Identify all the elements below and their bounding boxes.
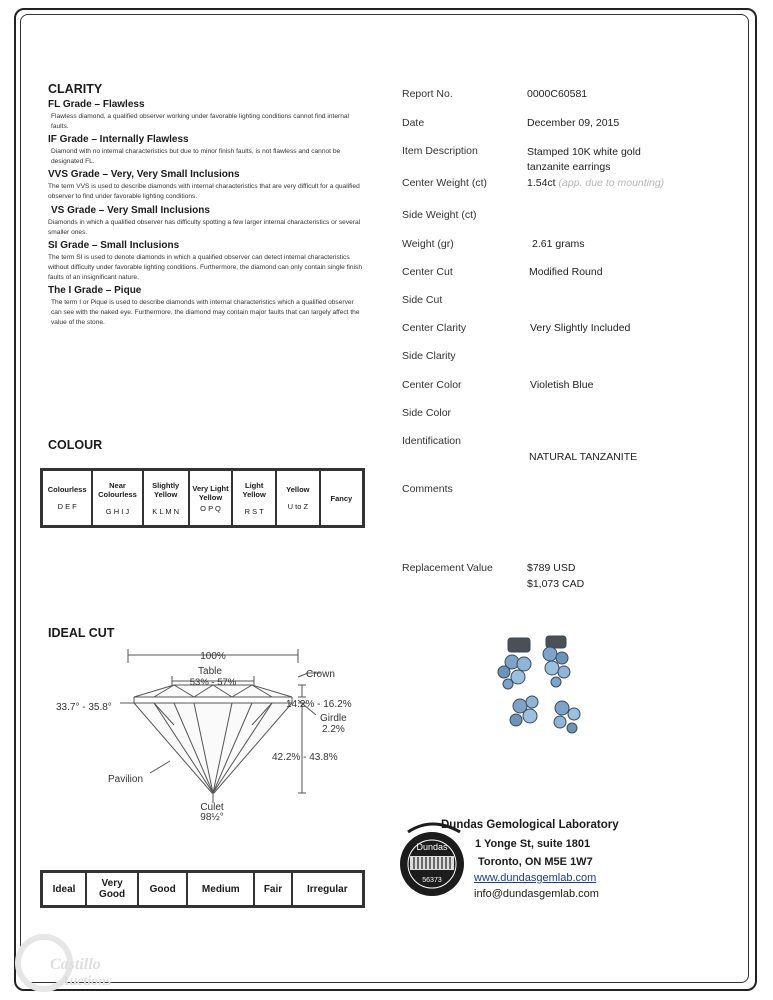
grade-description: The term VVS is used to describe diamonds with internal characteristics that are very difficult for a qualified observer to find under favorable lighting conditions. xyxy=(48,183,360,200)
pavilion-label: Pavilion xyxy=(108,774,144,785)
culet-label: Culet xyxy=(200,802,224,813)
colour-title: COLOUR xyxy=(48,438,103,452)
cut-grade-table xyxy=(40,870,365,908)
field-value: Very Slightly Included xyxy=(530,322,631,334)
lab-address-2: Toronto, ON M5E 1W7 xyxy=(478,856,593,868)
clarity-title: CLARITY xyxy=(48,82,103,96)
field-label: Side Color xyxy=(402,407,452,419)
grade-if xyxy=(48,134,366,167)
cut-grade-cell: Good xyxy=(138,872,187,906)
lab-name: Dundas Gemological Laboratory xyxy=(441,819,619,831)
grade-vs xyxy=(48,205,366,238)
cut-grade-cell: Medium xyxy=(187,872,254,906)
diamond-cut-diagram xyxy=(40,645,380,825)
field-label: Comments xyxy=(402,483,453,495)
field-label: Report No. xyxy=(402,88,453,100)
field-value: Violetish Blue xyxy=(530,379,594,391)
grade-description: Diamond with no internal characteristics but due to minor finish faults, is not flawless and cannot be designated FL. xyxy=(51,148,341,165)
colour-cell: Fancy xyxy=(320,470,363,526)
crown-height-label: 14.2% - 16.2% xyxy=(286,699,352,710)
colour-cell: Slightly Yellow K L M N xyxy=(143,470,189,526)
cut-grade-cell: Fair xyxy=(254,872,291,906)
grade-heading: VVS Grade – Very, Very Small Inclusions xyxy=(48,169,240,180)
grade-description: The term I or Pique is used to describe diamonds with internal characteristics which a qualified observer can see with the naked eye. Furthermore, the diamond may contain major faults that can largely affect the value of the stone. xyxy=(51,299,360,326)
ideal-cut-title: IDEAL CUT xyxy=(48,626,115,640)
grade-description: Flawless diamond, a qualified observer working under favorable lighting conditions cannot find internal faults. xyxy=(51,113,349,130)
grade-fl xyxy=(48,99,366,132)
grade-description: Diamonds in which a qualified observer has difficulty spotting a few larger internal characteristics or several smaller ones. xyxy=(48,219,361,236)
field-label: Replacement Value xyxy=(402,562,493,574)
field-value: December 09, 2015 xyxy=(527,117,620,129)
lab-address-1: 1 Yonge St, suite 1801 xyxy=(475,838,591,850)
grade-si xyxy=(48,240,366,283)
svg-text:Castillo: Castillo xyxy=(50,956,101,973)
pavilion-depth-label: 42.2% - 43.8% xyxy=(272,752,338,763)
pct-100-label: 100% xyxy=(200,651,226,662)
field-note: (app. due to mounting) xyxy=(558,177,665,189)
lab-website-link[interactable]: www.dundasgemlab.com xyxy=(474,872,597,884)
field-value: NATURAL TANZANITE xyxy=(529,451,638,463)
field-value: Stamped 10K white gold tanzanite earrings xyxy=(527,146,641,173)
field-value-group xyxy=(527,177,664,189)
cut-grade-cell: Irregular xyxy=(292,872,363,906)
seal-text: Dundas xyxy=(416,842,448,852)
lab-email: info@dundasgemlab.com xyxy=(474,888,599,900)
grade-heading: SI Grade – Small Inclusions xyxy=(48,240,180,251)
field-value: Modified Round xyxy=(529,266,603,278)
crown-label: Crown xyxy=(306,669,335,680)
field-value-2: $1,073 CAD xyxy=(527,578,585,590)
field-value: $789 USD xyxy=(527,562,576,574)
colour-cell: Near Colourless G H I J xyxy=(92,470,142,526)
seal-number: 56373 xyxy=(422,877,442,884)
colour-cell: Light Yellow R S T xyxy=(232,470,276,526)
colour-cell: Colourless D E F xyxy=(42,470,92,526)
field-label: Item Description xyxy=(402,145,478,157)
girdle-label: Girdle xyxy=(320,713,347,724)
field-label: Center Weight (ct) xyxy=(402,177,487,189)
colour-scale-table xyxy=(40,468,365,528)
clarity-grades xyxy=(48,99,366,328)
field-label: Center Color xyxy=(402,379,462,391)
field-label: Weight (gr) xyxy=(402,238,454,250)
field-label: Identification xyxy=(402,435,461,447)
girdle-pct-label: 2.2% xyxy=(322,724,345,735)
table-label: Table xyxy=(198,666,222,677)
grade-heading: IF Grade – Internally Flawless xyxy=(48,134,189,145)
culet-pct-label: 98½° xyxy=(200,812,224,823)
colour-cell: Yellow U to Z xyxy=(276,470,320,526)
grade-vvs xyxy=(48,169,366,202)
svg-text:Auctions: Auctions xyxy=(60,974,112,989)
cut-grade-cell: Very Good xyxy=(86,872,138,906)
field-value: 0000C60581 xyxy=(527,88,588,100)
grade-heading: FL Grade – Flawless xyxy=(48,99,145,110)
field-label: Center Clarity xyxy=(402,322,467,334)
grade-description: The term SI is used to denote diamonds in which a qualified observer can detect internal characteristics without difficulty under favorable lighting conditions. Furthermore, the diamond can only contain single finish faults of an insignificant nature. xyxy=(48,254,362,281)
earrings-photo xyxy=(490,632,600,747)
cut-grade-cell: Ideal xyxy=(42,872,86,906)
grade-heading: VS Grade – Very Small Inclusions xyxy=(51,205,210,216)
grade-i xyxy=(48,285,366,328)
field-label: Center Cut xyxy=(402,266,453,278)
field-value: 2.61 grams xyxy=(532,238,585,250)
field-label: Date xyxy=(402,117,425,129)
colour-cell: Very Light Yellow O P Q xyxy=(189,470,233,526)
table-range-label: 53% - 57% xyxy=(189,677,237,688)
field-label: Side Clarity xyxy=(402,350,456,362)
crown-angle-label: 33.7° - 35.8° xyxy=(56,702,112,713)
grade-heading: The I Grade – Pique xyxy=(48,285,142,296)
field-value: 1.54ct xyxy=(527,177,556,189)
auction-watermark xyxy=(8,925,128,995)
field-label: Side Cut xyxy=(402,294,443,306)
field-label: Side Weight (ct) xyxy=(402,209,477,221)
